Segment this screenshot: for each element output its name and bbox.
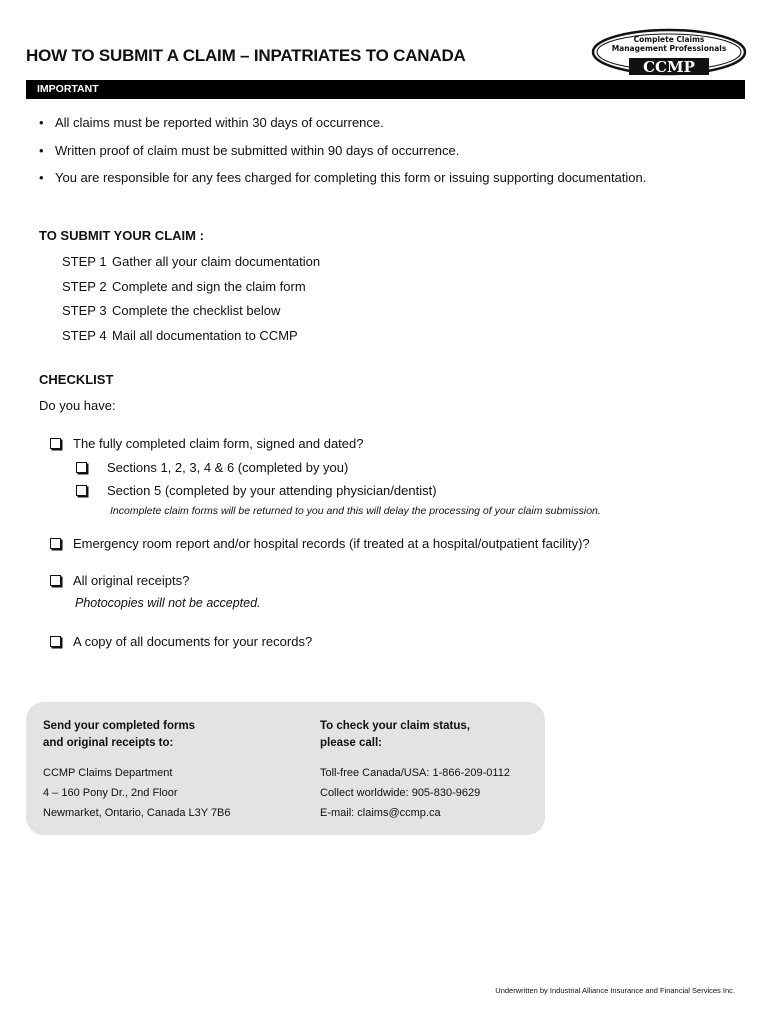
email: E-mail: claims@ccmp.ca [320, 807, 441, 819]
checklist-item-claim-form [50, 435, 364, 453]
logo-abbr: CCMP [643, 58, 695, 76]
step-number: STEP 3 [62, 303, 107, 318]
ccmp-logo [591, 28, 747, 78]
submit-heading: TO SUBMIT YOUR CLAIM : [39, 228, 204, 243]
checklist-subitem-sections [76, 459, 348, 477]
checkbox[interactable] [50, 575, 61, 586]
list-item: • All claims must be reported within 30 days of occurrence. [36, 114, 646, 142]
checkbox[interactable] [50, 636, 61, 647]
checklist-item-hospital [50, 535, 590, 553]
checkbox[interactable] [50, 438, 61, 449]
photocopies-note: Photocopies will not be accepted. [75, 596, 261, 610]
step-text: Complete and sign the claim form [112, 278, 306, 294]
checklist-item-label: A copy of all documents for your records? [73, 634, 313, 649]
logo-line1: Complete Claims [633, 35, 705, 44]
important-bar: IMPORTANT [26, 80, 745, 99]
checkbox[interactable] [76, 462, 87, 473]
checklist-item-label: Sections 1, 2, 3, 4 & 6 (completed by you) [107, 460, 349, 475]
checklist-intro: Do you have: [39, 398, 116, 413]
step-4 [62, 327, 320, 352]
checklist-heading: CHECKLIST [39, 372, 114, 387]
step-text: Gather all your claim documentation [112, 254, 321, 269]
checkbox[interactable] [50, 538, 61, 549]
mailing-address: CCMP Claims Department 4 – 160 Pony Dr., 2nd Floor Newmarket, Ontario, Canada L3Y 7B6 [43, 767, 231, 819]
checklist-item-label: The fully completed claim form, signed and dated? [73, 436, 364, 451]
toll-free-phone: Toll-free Canada/USA: 1-866-209-0112 [320, 767, 510, 779]
contact-numbers [320, 764, 510, 824]
list-item: • Written proof of claim must be submitted within 90 days of occurrence. [36, 142, 646, 170]
step-3 [62, 302, 320, 327]
logo-line2: Management Professionals [611, 44, 727, 53]
step-text: Complete the checklist below [112, 303, 281, 318]
important-list [36, 114, 646, 197]
checklist-subitem-section5 [76, 482, 437, 500]
incomplete-note: Incomplete claim forms will be returned to you and this will delay the processing of your claim submission. [110, 505, 601, 517]
checkbox[interactable] [76, 485, 87, 496]
list-item: • You are responsible for any fees charged for completing this form or issuing supporting documentation. [36, 169, 646, 197]
footer-underwriter: Underwritten by Industrial Alliance Insurance and Financial Services Inc. [495, 986, 735, 995]
checklist-item-receipts [50, 572, 189, 590]
steps-list [62, 253, 320, 351]
checklist-item-label: Section 5 (completed by your attending physician/dentist) [107, 483, 437, 498]
step-text: Mail all documentation to CCMP [112, 327, 298, 343]
page-title: HOW TO SUBMIT A CLAIM – INPATRIATES TO CANADA [26, 46, 466, 65]
step-1 [62, 253, 320, 278]
step-number: STEP 1 [62, 254, 107, 269]
send-heading: Send your completed forms and original receipts to: [43, 720, 196, 749]
checklist-item-copies [50, 633, 312, 651]
step-2 [62, 278, 320, 303]
step-number: STEP 2 [62, 278, 107, 294]
checklist-item-label: All original receipts? [73, 573, 190, 588]
checklist-item-label: Emergency room report and/or hospital records (if treated at a hospital/outpatient facility)? [73, 536, 590, 551]
status-heading: To check your claim status, please call: [320, 720, 470, 749]
step-number: STEP 4 [62, 327, 107, 343]
collect-phone: Collect worldwide: 905-830-9629 [320, 787, 481, 799]
